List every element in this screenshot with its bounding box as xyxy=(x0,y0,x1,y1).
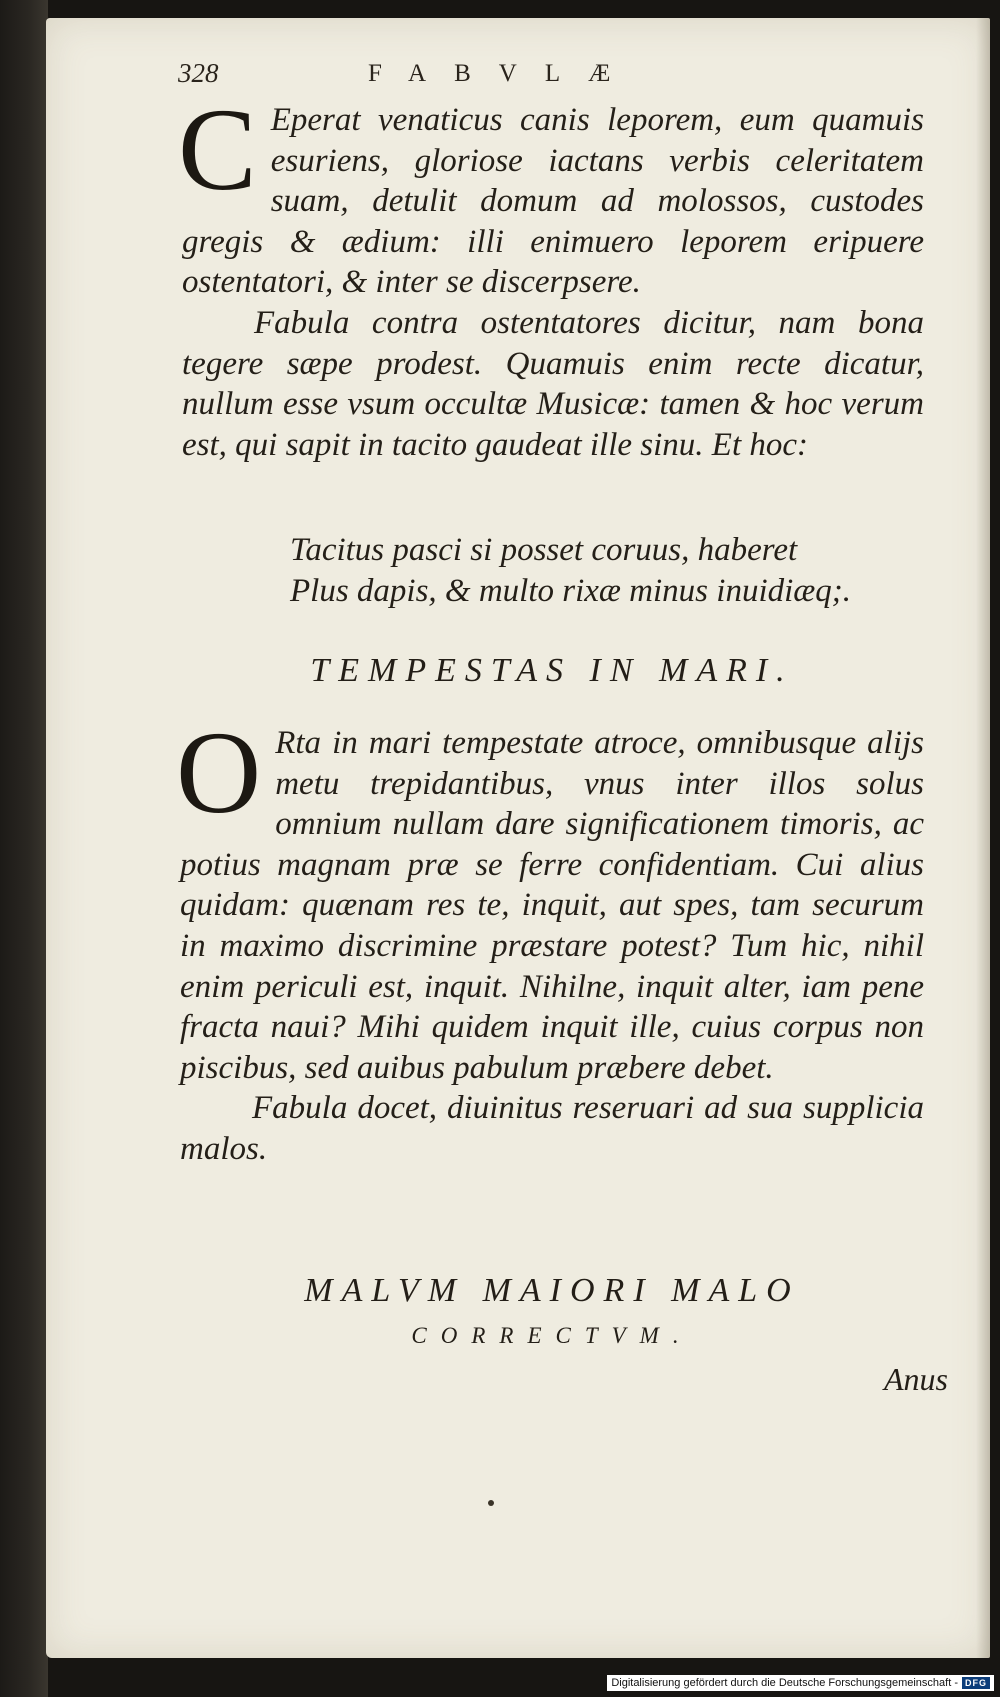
footer-credit xyxy=(607,1675,994,1691)
running-head xyxy=(178,58,918,98)
page-number: 328 xyxy=(178,58,219,88)
fable-1-verse xyxy=(290,530,930,611)
verse-line-1: Tacitus pasci si posset coruus, haberet xyxy=(290,532,798,568)
catchword: Anus xyxy=(884,1361,948,1397)
footer-credit-text: Digitalisierung gefördert durch die Deutsche Forschungsgemeinschaft - xyxy=(611,1677,958,1689)
fable-1-block xyxy=(178,84,924,465)
fable-2-title: TEMPESTAS IN MARI. xyxy=(310,652,794,689)
fable-2-body: Rta in mari tempestate atroce, omnibusque alijs metu trepidantibus, vnus inter illos solus omnium nullam dare significationem timoris, ac potius magnam præ se ferre confidentiam. Cui alius quidam: quænam res te, inquit, aut spes, tam securum in maximo discrimine præstare potest? Tum hic, nihil enim periculi est, inquit. Nihilne, inquit alter, iam pene fracta naui? Mihi quidem inquit ille, cuius corpus non piscibus, sed auibus pabulum præbere debet. xyxy=(180,725,924,1086)
fable-3-subtitle: CORRECTVM. xyxy=(411,1323,693,1348)
fable-2-moral: Fabula docet, diuinitus reseruari ad sua supplicia malos. xyxy=(180,1090,924,1167)
ink-spot xyxy=(488,1500,494,1506)
fable-1-moral: Fabula contra ostentatores dicitur, nam bona tegere sæpe prodest. Quamuis enim recte dicatur, nullum esse vsum occultæ Musicæ: tamen & hoc verum est, qui sapit in tacito gaudeat ille sinu. Et hoc: xyxy=(182,304,924,463)
fable-1-body: Eperat venaticus canis leporem, eum quamuis esuriens, gloriose iactans verbis celeritatem suam, detulit domum ad molossos, custodes gregis & ædium: illi enimuero leporem eripuere ostentatori, & inter se discerpsere. xyxy=(182,102,924,301)
fable-1-dropcap: C xyxy=(178,84,257,215)
page-edge-shadow xyxy=(976,18,990,1658)
dfg-logo: DFG xyxy=(962,1677,990,1689)
running-title: FABVLÆ xyxy=(368,60,639,87)
fable-2-block xyxy=(176,707,924,1170)
verse-line-2: Plus dapis, & multo rixæ minus inuidiæq;. xyxy=(290,572,852,609)
fable-3-title: MALVM MAIORI MALO xyxy=(304,1272,800,1309)
book-spine xyxy=(0,0,48,1697)
fable-2-dropcap: O xyxy=(176,707,262,838)
